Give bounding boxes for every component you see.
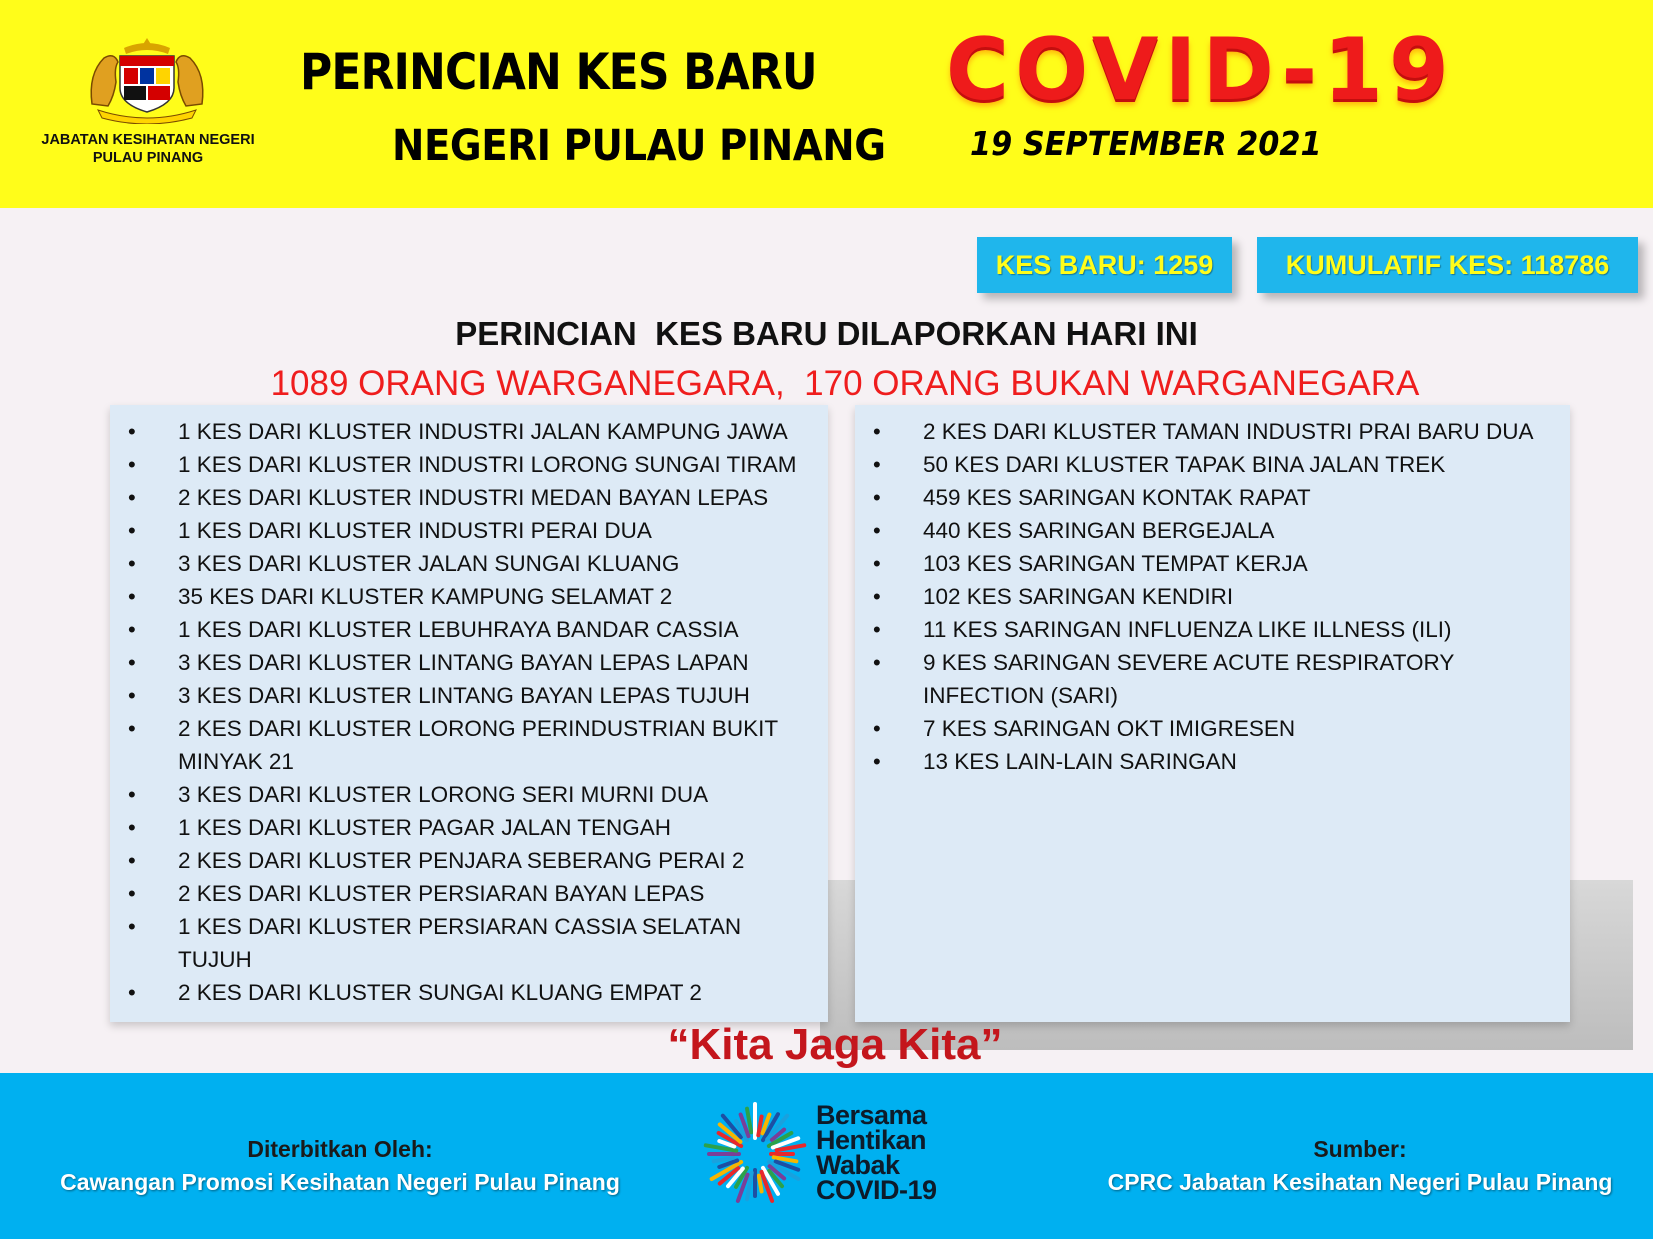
list-item-text: 2 KES DARI KLUSTER PERSIARAN BAYAN LEPAS	[178, 881, 705, 906]
bullet-icon: •	[128, 914, 136, 939]
list-item	[855, 646, 1570, 712]
source-label: Sumber:	[1313, 1136, 1407, 1162]
department-line-1: JABATAN KESIHATAN NEGERI	[41, 132, 255, 148]
list-item	[855, 613, 1570, 646]
list-item-text: 2 KES DARI KLUSTER PENJARA SEBERANG PERAI 2	[178, 848, 745, 873]
bullet-icon: •	[128, 584, 136, 609]
campaign-line-2: Hentikan	[816, 1125, 927, 1155]
burst-ray	[759, 1176, 762, 1192]
publisher-name: Cawangan Promosi Kesihatan Negeri Pulau Pinang	[60, 1169, 620, 1195]
bullet-icon: •	[873, 749, 881, 774]
bullet-icon: •	[128, 848, 136, 873]
list-item-text: 2 KES DARI KLUSTER SUNGAI KLUANG EMPAT 2	[178, 980, 702, 1005]
bullet-icon: •	[873, 716, 881, 741]
list-item	[110, 679, 828, 712]
source-name: CPRC Jabatan Kesihatan Negeri Pulau Pinang	[1107, 1169, 1613, 1195]
bullet-icon: •	[128, 551, 136, 576]
bullet-icon: •	[873, 485, 881, 510]
covid-title: COVID-19	[946, 20, 1455, 120]
list-item	[110, 415, 828, 448]
list-item	[855, 745, 1570, 778]
list-item-text: 459 KES SARINGAN KONTAK RAPAT	[923, 485, 1311, 510]
list-item-text: 11 KES SARINGAN INFLUENZA LIKE ILLNESS (ILI)	[923, 617, 1452, 642]
bullet-icon: •	[128, 782, 136, 807]
list-item	[855, 448, 1570, 481]
list-item-text: 3 KES DARI KLUSTER LORONG SERI MURNI DUA	[178, 782, 709, 807]
bullet-icon: •	[128, 980, 136, 1005]
list-item-text: 1 KES DARI KLUSTER INDUSTRI JALAN KAMPUNG JAWA	[178, 419, 788, 444]
list-item-text: 102 KES SARINGAN KENDIRI	[923, 584, 1234, 609]
list-item	[110, 613, 828, 646]
list-item-text: 35 KES DARI KLUSTER KAMPUNG SELAMAT 2	[178, 584, 673, 609]
list-item-text: 2 KES DARI KLUSTER TAMAN INDUSTRI PRAI BARU DUA	[923, 419, 1534, 444]
list-item	[855, 481, 1570, 514]
list-item-text: 2 KES DARI KLUSTER LORONG PERINDUSTRIAN BUKIT MINYAK 21	[178, 716, 778, 774]
list-item	[855, 514, 1570, 547]
list-item	[110, 976, 828, 1009]
bullet-icon: •	[128, 716, 136, 741]
bullet-icon: •	[128, 683, 136, 708]
list-item	[110, 547, 828, 580]
bullet-icon: •	[128, 518, 136, 543]
bullet-icon: •	[873, 650, 881, 675]
campaign-line-1: Bersama	[816, 1100, 927, 1130]
list-item	[110, 877, 828, 910]
list-item-text: 7 KES SARINGAN OKT IMIGRESEN	[923, 716, 1296, 741]
bullet-icon: •	[128, 419, 136, 444]
bullet-icon: •	[128, 485, 136, 510]
list-item	[110, 580, 828, 613]
list-item-text: 9 KES SARINGAN SEVERE ACUTE RESPIRATORY INFECTION (SARI)	[923, 650, 1455, 708]
list-item-text: 1 KES DARI KLUSTER INDUSTRI PERAI DUA	[178, 518, 652, 543]
list-item	[110, 844, 828, 877]
bullet-icon: •	[873, 617, 881, 642]
list-item	[110, 448, 828, 481]
campaign-text	[816, 1100, 996, 1205]
list-item	[110, 646, 828, 679]
left-case-panel	[110, 405, 828, 1022]
list-item	[110, 481, 828, 514]
list-item-text: 1 KES DARI KLUSTER LEBUHRAYA BANDAR CASSIA	[178, 617, 739, 642]
list-item	[855, 712, 1570, 745]
list-item	[855, 415, 1570, 448]
section-title: PERINCIAN KES BARU DILAPORKAN HARI INI	[455, 315, 1198, 352]
bullet-icon: •	[128, 881, 136, 906]
list-item	[110, 514, 828, 547]
list-item	[855, 547, 1570, 580]
department-name	[18, 131, 278, 167]
source-block	[1080, 1133, 1640, 1199]
state-title: NEGERI PULAU PINANG	[392, 121, 886, 171]
campaign-line-3: Wabak	[816, 1150, 900, 1180]
header-banner	[0, 0, 1653, 208]
report-date: 19 SEPTEMBER 2021	[970, 124, 1322, 163]
department-line-2: PULAU PINANG	[92, 150, 204, 166]
list-item-text: 13 KES LAIN-LAIN SARINGAN	[923, 749, 1237, 774]
list-item	[110, 712, 828, 778]
bullet-icon: •	[128, 452, 136, 477]
bullet-icon: •	[128, 617, 136, 642]
cumulative-cases-badge: KUMULATIF KES: 118786	[1257, 237, 1638, 293]
bullet-icon: •	[128, 815, 136, 840]
list-item	[110, 811, 828, 844]
list-item-text: 1 KES DARI KLUSTER PERSIARAN CASSIA SELATAN TUJUH	[178, 914, 742, 972]
right-case-panel	[855, 405, 1570, 1022]
left-case-list	[110, 405, 828, 1009]
page-title: PERINCIAN KES BARU	[300, 43, 817, 101]
list-item	[110, 910, 828, 976]
campaign-line-4: COVID-19	[816, 1175, 937, 1205]
new-cases-badge: KES BARU: 1259	[977, 237, 1232, 293]
list-item-text: 3 KES DARI KLUSTER JALAN SUNGAI KLUANG	[178, 551, 680, 576]
list-item-text: 1 KES DARI KLUSTER INDUSTRI LORONG SUNGAI TIRAM	[178, 452, 797, 477]
list-item	[110, 778, 828, 811]
bullet-icon: •	[873, 551, 881, 576]
publisher-label: Diterbitkan Oleh:	[247, 1136, 433, 1162]
burst-ray	[714, 1158, 734, 1161]
bullet-icon: •	[873, 584, 881, 609]
list-item-text: 103 KES SARINGAN TEMPAT KERJA	[923, 551, 1308, 576]
campaign-burst-icon	[700, 1098, 810, 1210]
list-item	[855, 580, 1570, 613]
list-item-text: 50 KES DARI KLUSTER TAPAK BINA JALAN TREK	[923, 452, 1446, 477]
list-item-text: 1 KES DARI KLUSTER PAGAR JALAN TENGAH	[178, 815, 672, 840]
list-item-text: 3 KES DARI KLUSTER LINTANG BAYAN LEPAS LAPAN	[178, 650, 749, 675]
publisher-block	[40, 1133, 640, 1199]
list-item-text: 2 KES DARI KLUSTER INDUSTRI MEDAN BAYAN LEPAS	[178, 485, 769, 510]
list-item-text: 440 KES SARINGAN BERGEJALA	[923, 518, 1275, 543]
bullet-icon: •	[128, 650, 136, 675]
malaysia-coat-of-arms-icon	[84, 34, 210, 124]
bullet-icon: •	[873, 518, 881, 543]
slogan: “Kita Jaga Kita”	[667, 1020, 1003, 1069]
list-item-text: 3 KES DARI KLUSTER LINTANG BAYAN LEPAS TUJUH	[178, 683, 750, 708]
bullet-icon: •	[873, 452, 881, 477]
bullet-icon: •	[873, 419, 881, 444]
right-case-list	[855, 405, 1570, 778]
citizenship-breakdown: 1089 ORANG WARGANEGARA, 170 ORANG BUKAN WARGANEGARA	[270, 364, 1420, 403]
